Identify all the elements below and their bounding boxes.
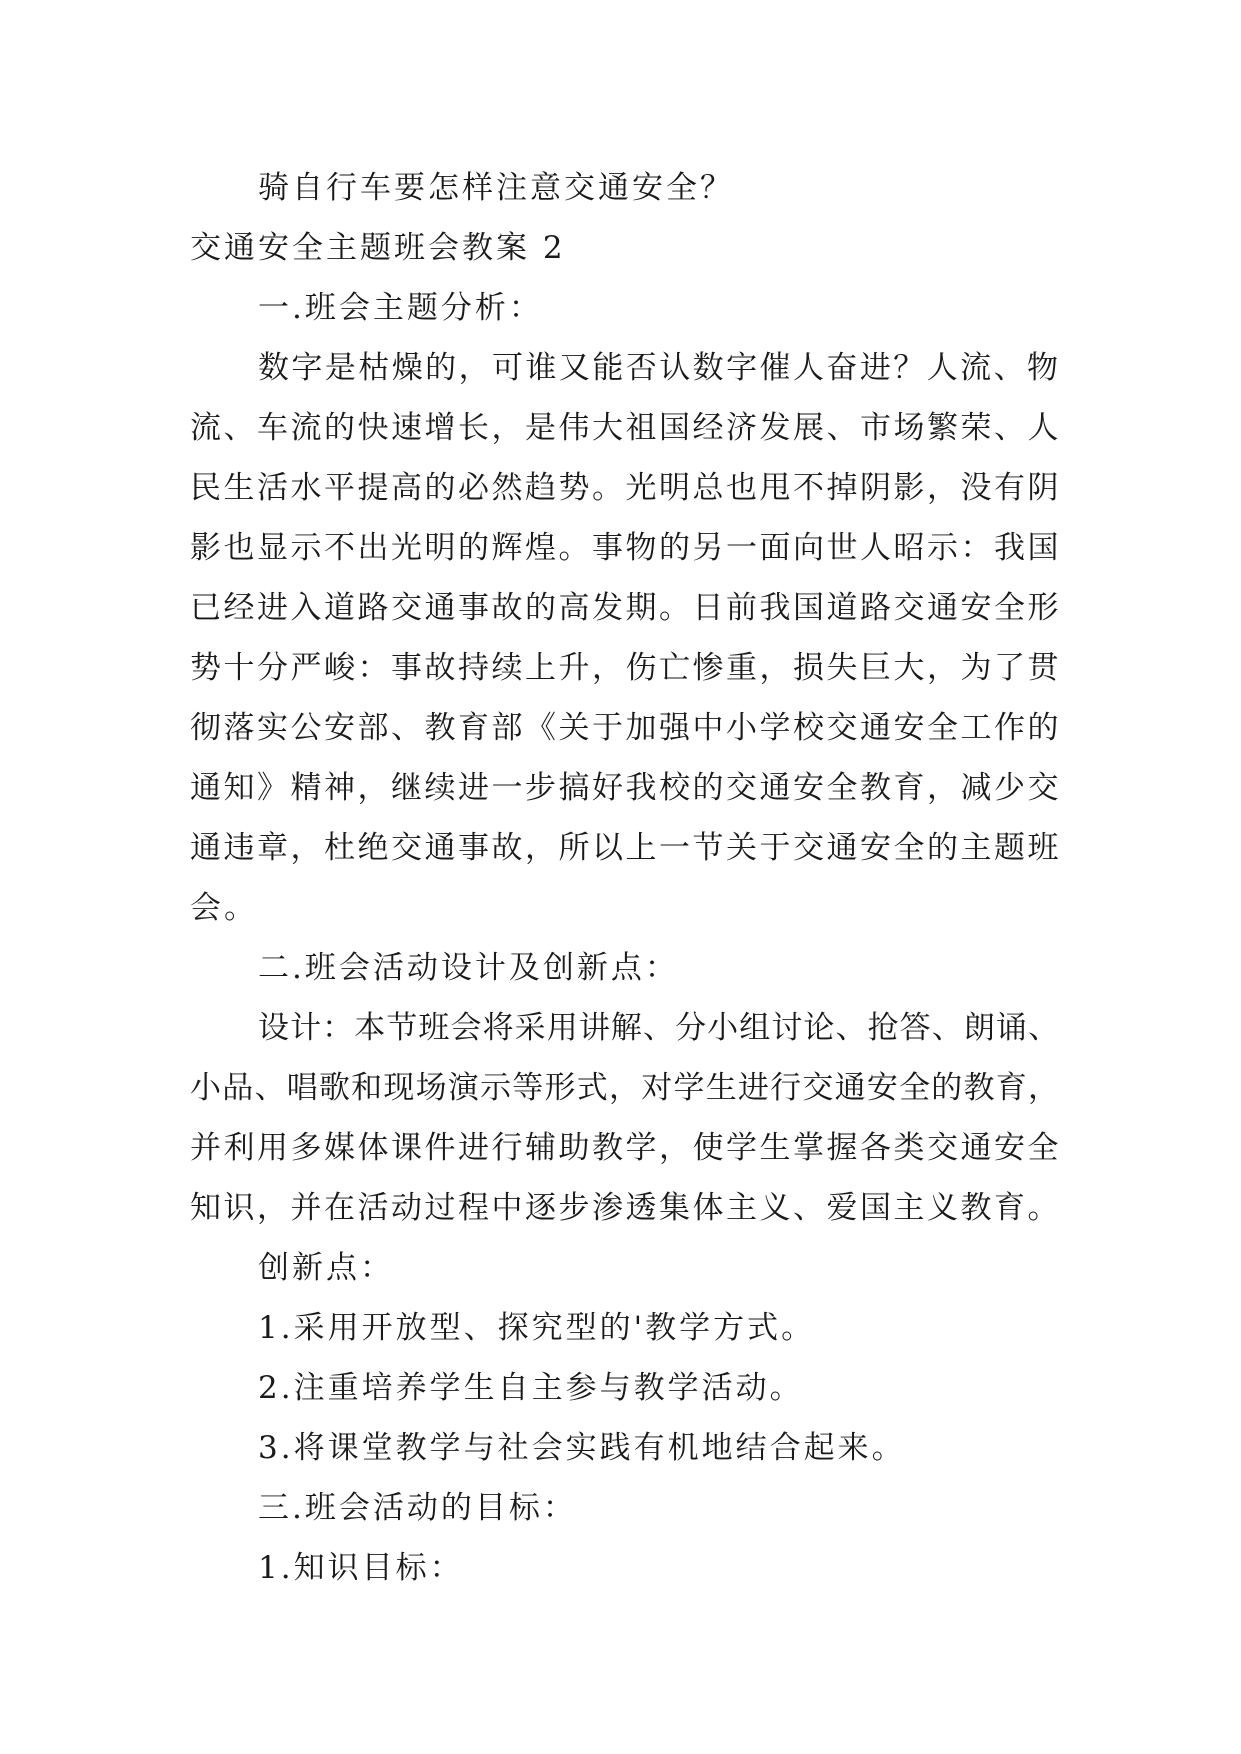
paragraph-line: 通知》精神，继续进一步搞好我校的交通安全教育，减少交	[190, 770, 1061, 806]
paragraph-line: 已经进入道路交通事故的高发期。日前我国道路交通安全形	[190, 590, 1061, 626]
section-heading: 三.班会活动的目标：	[258, 1490, 577, 1526]
list-item: 1.知识目标：	[258, 1550, 464, 1586]
paragraph-line: 民生活水平提高的必然趋势。光明总也甩不掉阴影，没有阴	[190, 470, 1061, 506]
paragraph-line: 会。	[190, 890, 258, 926]
section-heading: 二.班会活动设计及创新点：	[258, 950, 679, 986]
paragraph-line: 通违章，杜绝交通事故，所以上一节关于交通安全的主题班	[190, 830, 1061, 866]
paragraph-line: 彻落实公安部、教育部《关于加强中小学校交通安全工作的	[190, 710, 1061, 746]
list-item: 1.采用开放型、探究型的'教学方式。	[258, 1310, 816, 1346]
list-item: 3.将课堂教学与社会实践有机地结合起来。	[258, 1430, 906, 1466]
paragraph-line: 势十分严峻：事故持续上升，伤亡惨重，损失巨大，为了贯	[190, 650, 1061, 686]
section-heading: 一.班会主题分析：	[258, 290, 543, 326]
section-title: 交通安全主题班会教案 2	[190, 230, 566, 266]
paragraph-line: 小品、唱歌和现场演示等形式，对学生进行交通安全的教育，	[190, 1070, 1060, 1106]
paragraph-line: 流、车流的快速增长，是伟大祖国经济发展、市场繁荣、人	[190, 410, 1061, 446]
paragraph-line: 骑自行车要怎样注意交通安全？	[258, 170, 734, 206]
list-item: 2.注重培养学生自主参与教学活动。	[258, 1370, 804, 1406]
paragraph-line: 影也显示不出光明的辉煌。事物的另一面向世人昭示：我国	[190, 530, 1061, 566]
paragraph-line: 数字是枯燥的，可谁又能否认数字催人奋进？人流、物	[258, 350, 1060, 386]
paragraph-line: 并利用多媒体课件进行辅助教学，使学生掌握各类交通安全	[190, 1130, 1061, 1166]
document-body	[190, 158, 1060, 1598]
paragraph-line: 设计：本节班会将采用讲解、分小组讨论、抢答、朗诵、	[258, 1010, 1060, 1046]
subheading: 创新点：	[258, 1250, 394, 1286]
paragraph-line: 知识，并在活动过程中逐步渗透集体主义、爱国主义教育。	[190, 1190, 1061, 1226]
